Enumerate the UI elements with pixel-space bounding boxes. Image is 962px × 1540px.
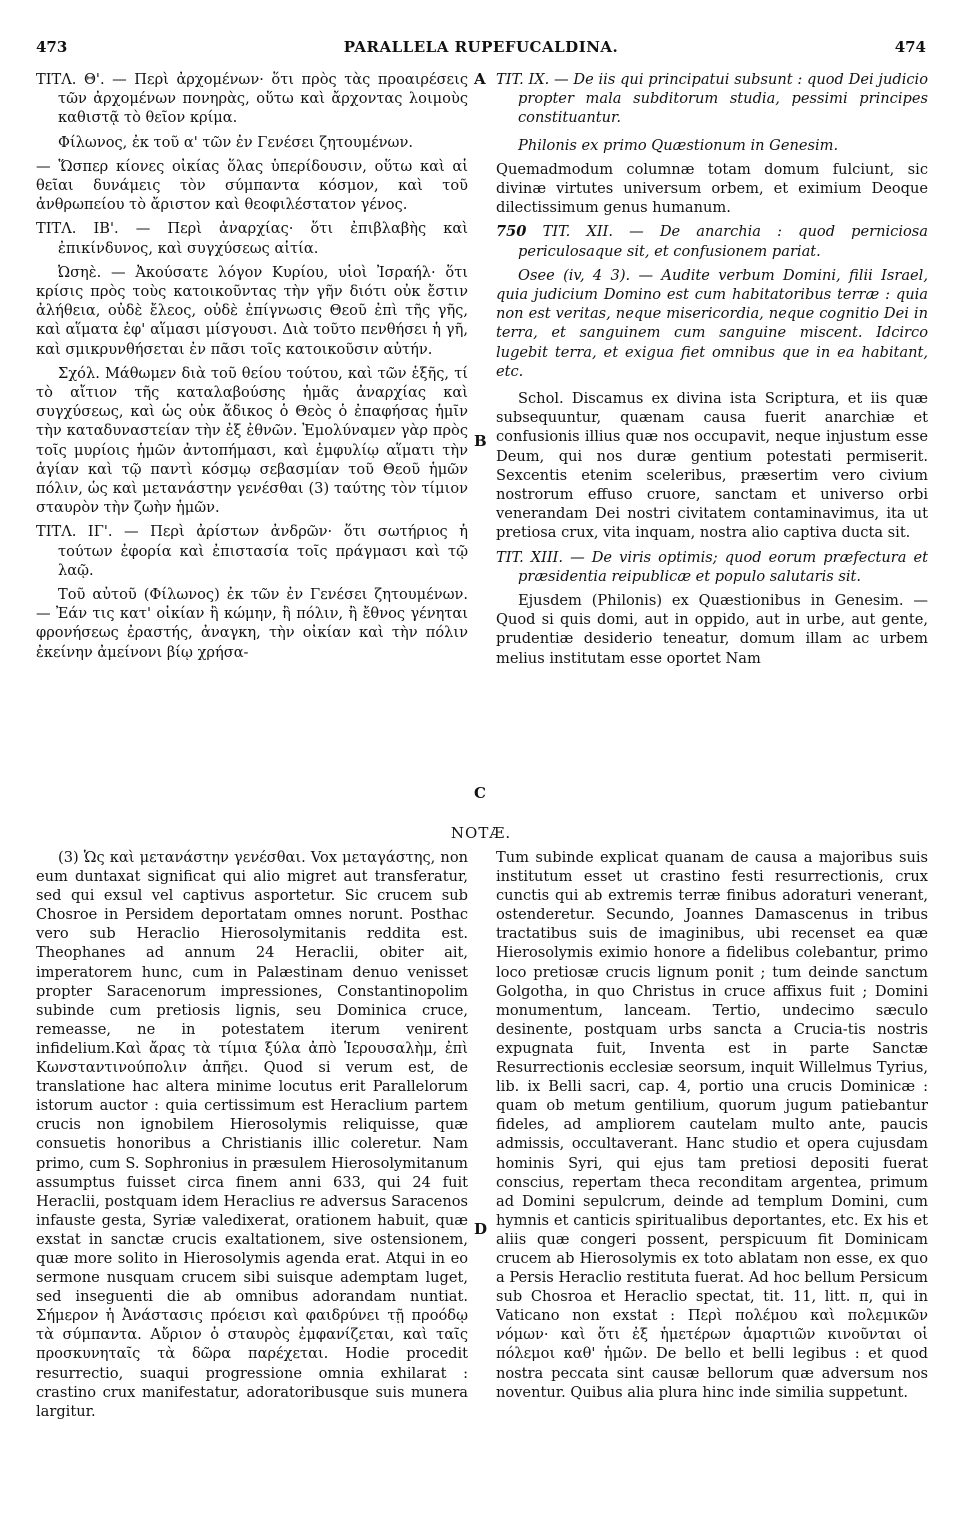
latin-scholion: Schol. Discamus ex divina ista Scriptura, et iis quæ subsequuntur, quænam causa fuerit anarchiæ et confusionis illius quæ nos occupavit, neque injustum esse Deum, qui nos duræ gentium potestati permiserit. Sexcentis etenim sceleribus, præsertim vero civium nostrorum effuso cruore, sanctam et universo orbi venerandam Dei nostri civitatem contaminavimus, ita ut pretiosa crux, vita inquam, nostra alio captiva ducta sit.: [496, 390, 928, 542]
greek-text-13: Τοῦ αὐτοῦ (Φίλωνος) ἐκ τῶν ἐν Γενέσει ζητουμένων. — Ἐάν τις κατ' οἰκίαν ἢ κώμην, ἢ πόλιν, ἢ ἔθνος γένηται φρονήσεως ἐραστής, ἀναγκη, τὴν οἰκίαν καὶ τὴν πόλιν ἐκείνην ἀμείνονι βίῳ χρήσα-: [36, 586, 468, 661]
running-title: PARALLELA RUPEFUCALDINA.: [343, 38, 619, 56]
margin-mark-b: B: [474, 432, 487, 450]
latin-text-13: Ejusdem (Philonis) ex Quæstionibus in Genesim. — Quod si quis domi, aut in oppido, aut in urbe, aut gente, prudentiæ desiderio teneatur, domum illam ac urbem melius institutam esse oportet Nam: [496, 592, 928, 667]
latin-title-13: TIT. XIII. — De viris optimis; quod eorum præfectura et præsidentia reipublicæ et populo salutaris sit.: [496, 548, 928, 585]
greek-title-12: ΤΙΤΛ. ΙΒ'. — Περὶ ἀναρχίας· ὅτι ἐπιβλαβὴς καὶ ἐπικίνδυνος, καὶ συγχύσεως αἰτία.: [36, 220, 468, 257]
notes-heading: NOTÆ.: [450, 824, 512, 842]
running-header: [36, 38, 926, 62]
notes-right-column: [496, 848, 928, 1407]
note-3: (3) Ὡς καὶ μετανάστην γενέσθαι. Vox μεταγάστης, non eum duntaxat significat qui alio migret aut transferatur, sed qui exsul vel captivus asportetur. Sic crucem sub Chosroe in Persidem deportatam omnes norunt. Posthac vero sub Heraclio Hierosolymitanis reddita est. Theophanes ad annum 24 Heraclii, obiter ait, imperatorem hunc, cum in Palæstinam denuo venisset propter Saracenorum impressiones, Constantinopolim subinde cum pretiosis lignis, seu Dominica cruce, remeasse, ne in potestatem iterum venirent infidelium.Καὶ ἄρας τὰ τίμια ξύλα ἀπὸ Ἱερουσαλὴμ, ἐπὶ Κωνσταντινούπολιν ἀπῆει. Quod si verum est, de translatione hac altera minime locutus erit Parallelorum istorum auctor : quia certissimum est Heraclium partem crucis non ignobilem Hierosolymis reliquisse, quæ consuetis honoribus a Christianis illic coleretur. Nam primo, cum S. Sophronius in præsulem Hierosolymitanum assumptus fuisset circa finem anni 633, qui 24 fuit Heraclii, postquam idem Heraclius re adversus Saracenos infauste gesta, Syriæ valedixerat, orationem habuit, quæ exstat in sanctæ crucis exaltationem, sive ostensionem, quæ more solito in Hierosolymis agenda erat. Atqui in eo sermone nusquam crucem sibi suisque ademptam luget, sed inseguenti die ab omnibus adorandam nuntiat. Σήμερον ἡ Ἀνάστασις πρόεισι καὶ φαιδρύνει τῇ προόδῳ τὰ σύμπαντα. Αὔριον ὁ σταυρὸς ἐμφανίζεται, καὶ ταῖς προσκυνηταῖς τὰ δῶρα παρέχεται. Hodie procedit resurrectio, suaqui progressione omnia exhilarat : crastino crux manifestatur, adoratoribusque suis munera largitur.: [36, 849, 468, 1420]
greek-source-9: Φίλωνος, ἐκ τοῦ α' τῶν ἐν Γενέσει ζητουμένων.: [58, 133, 413, 151]
latin-column: [496, 70, 928, 673]
latin-title-12-wrap: [496, 222, 928, 260]
latin-source-9: Philonis ex primo Quæstionum in Genesim.: [518, 136, 839, 154]
margin-mark-a: A: [474, 70, 486, 88]
greek-title-13: ΤΙΤΛ. ΙΓ'. — Περὶ ἀρίστων ἀνδρῶν· ὅτι σωτήριος ἡ τούτων ἐφορία καὶ ἐπιστασία τοῖς πράγμασι καὶ τῷ λαῷ.: [36, 523, 468, 579]
latin-text-12: Osee (iv, 4 3). — Audite verbum Domini, filii Israel, quia judicium Domino est cum habitatoribus terræ : quia non est veritas, neque misericordia, neque cognitio Dei in terra, et sanguinem cum sanguine miscent. Idcirco lugebit terra, et exigua fiet omnibus que in ea habitant, etc.: [496, 266, 928, 380]
page-number-right: 474: [894, 38, 926, 56]
greek-title-9: ΤΙΤΛ. Θ'. — Περὶ ἀρχομένων· ὅτι πρὸς τὰς προαιρέσεις τῶν ἀρχομένων πονηρὰς, οὕτω καὶ ἄρχοντας λοιμοὺς καθιστᾷ τὸ θεῖον κρίμα.: [36, 71, 468, 127]
note-3-continued: Tum subinde explicat quanam de causa a majoribus suis institutum esset ut crastino festi resurrectionis, crux cunctis qui ab extremis terræ finibus adoraturi venerant, ostenderetur. Secundo, Joannes Damascenus in tribus tractatibus suis de imaginibus, ubi recenset ea quæ Hierosolymis eximio honore a fidelibus colebantur, primo loco pretiosæ crucis lignum ponit ; tum deinde sanctum Golgotha, in quo Christus in cruce affixus fuit ; Domini monumentum, lanceam. Tertio, undecimo sæculo desinente, postquam urbs sancta a Crucia-tis nostris expugnata fuit, Inventa est in parte Sanctæ Resurrectionis ecclesiæ seorsum, inquit Willelmus Tyrius, lib. ix Belli sacri, cap. 4, portio una crucis Dominicæ : quam ob metum gentilium, quorum jugum patiebantur fideles, ad ampliorem cautelam multo ante, paucis admissis, occultaverant. Hanc studio et opera cujusdam hominis Syri, qui ejus tam pretiosi depositi fuerat conscius, repertam theca reconditam argentea, primum ad Domini sepulcrum, deinde ad templum Domini, cum hymnis et canticis spiritualibus deportantes, etc. Ex his et aliis quæ congeri possent, perspicuum fit Dominicam crucem ab Hierosolymis ex toto ablatam non esse, ex quo a Persis Heraclio restituta fuerat. Ad hoc bellum Persicum sub Chosroa et Heraclio spectat, tit. 11, litt. π, qui in Vaticano non exstat : Περὶ πολέμου καὶ πολεμικῶν νόμων· καὶ ὅτι ἐξ ἡμετέρων ἁμαρτιῶν κινοῦνται οἱ πόλεμοι καθ' ἡμῶν. De bello et belli legibus : et quod nostra peccata sint causæ bellorum quæ adversum nos noventur. Quibus alia plura hinc inde similia suppetunt.: [496, 849, 928, 1401]
column-number: 750: [496, 223, 527, 241]
notes-left-column: [36, 848, 468, 1426]
greek-text-9: — Ὥσπερ κίονες οἰκίας ὅλας ὑπερίδουσιν, οὕτω καὶ αἱ θεῖαι δυνάμεις τὸν σύμπαντα κόσμον, καὶ τοῦ ἀνθρωπείου τὸ ἄριστον καὶ θεοφιλέστατον γένος.: [36, 157, 468, 214]
latin-text-9: Quemadmodum columnæ totam domum fulciunt, sic divinæ virtutes universum orbem, et eximium Deoque dilectissimum genus humanum.: [496, 160, 928, 217]
greek-column: [36, 70, 468, 667]
greek-text-12: Ὠσηὲ. — Ἀκούσατε λόγον Κυρίου, υἱοὶ Ἰσραήλ· ὅτι κρίσις πρὸς τοὺς κατοικοῦντας τὴν γῆν διότι οὐκ ἔστιν ἀλήθεια, οὐδὲ ἔλεος, οὐδὲ ἐπίγνωσις Θεοῦ ἐπὶ τῆς γῆς, καὶ αἵματα ἐφ' αἵμασι μίσγουσι. Διὰ τοῦτο πενθήσει ἡ γῆ, καὶ σμικρυνθήσεται ἐν πᾶσι τοῖς κατοικοῦσιν αὐτήν.: [36, 263, 468, 358]
margin-mark-d: D: [474, 1220, 488, 1238]
greek-scholion: Σχόλ. Μάθωμεν διὰ τοῦ θείου τούτου, καὶ τῶν ἑξῆς, τί τὸ αἴτιον τῆς καταλαβούσης ἡμᾶς ἀναρχίας καὶ συγχύσεως, καὶ ὡς οὐκ ἄδικος ὁ Θεὸς ὁ ἐπαφήσας ἡμῖν τὴν καταδυναστείαν τὴν ἐξ ἐθνῶν. Ἐμολύναμεν γὰρ πρὸς τοῖς μυρίοις ἡμῶν ἀντοπήμασι, καὶ ἐμφυλίῳ αἵματι τὴν ἁγίαν καὶ τῷ παντὶ κόσμῳ σεβασμίαν τοῦ Θεοῦ ἡμῶν πόλιν, ὡς καὶ μετανάστην γενέσθαι (3) ταύτης τὸν τίμιον σταυρὸν τὴν ζωὴν ἡμῶν.: [36, 364, 468, 517]
latin-title-12: TIT. XII. — De anarchia : quod perniciosa periculosaque sit, et confusionem pariat.: [518, 223, 928, 260]
margin-mark-c: C: [474, 784, 486, 802]
page-number-left: 473: [36, 38, 68, 56]
latin-title-9: TIT. IX. — De iis qui principatui subsunt : quod Dei judicio propter mala subditorum studia, pessimi principes constituantur.: [496, 71, 928, 127]
